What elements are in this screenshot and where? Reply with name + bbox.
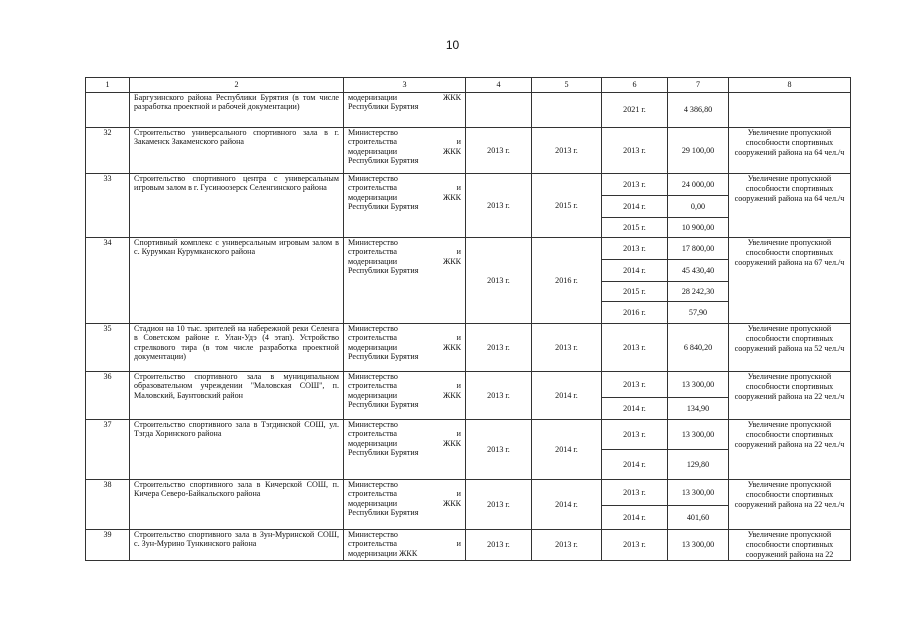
table-row [86,324,851,372]
table-row [86,372,851,398]
responsible-org [344,93,466,128]
funding-year: 2013 г. [602,530,668,561]
row-number: 36 [86,372,130,420]
funding-amount: 29 100,00 [668,128,729,174]
responsible-org-line: модернизации ЖКК [348,548,418,558]
funding-year: 2013 г. [602,324,668,372]
responsible-org-line: Министерство [348,480,398,489]
responsible-org-line: модернизации ЖКК [348,93,461,102]
project-name: Строительство спортивного зала в Кичерской СОШ, п. Кичера Северо-Байкальского района [130,480,344,530]
table-row [86,420,851,450]
funding-year: 2014 г. [602,196,668,218]
funding-amount: 13 300,00 [668,372,729,398]
responsible-org-line: строительства и [348,183,461,193]
responsible-org-line: модернизации ЖКК [348,146,461,156]
project-name: Стадион на 10 тыс. зрителей на набережной реки Селенга в Советском районе г. Улан-Удэ (4 этап). Устройство стрелкового тира (в том числе разработка проектной документации) [130,324,344,372]
start-year: 2013 г. [466,174,532,238]
funding-amount: 13 300,00 [668,420,729,450]
start-year: 2013 г. [466,128,532,174]
responsible-org [344,480,466,530]
responsible-org [344,128,466,174]
funding-year: 2013 г. [602,238,668,260]
header-cell: 8 [729,78,851,93]
project-name: Строительство универсального спортивного зала в г. Закаменск Закаменского района [130,128,344,174]
expected-result: Увеличение пропускной способности спортивных сооружений района на 64 чел./ч [729,174,851,238]
header-row [86,78,851,93]
responsible-org [344,324,466,372]
page-number: 10 [445,38,460,52]
funding-year: 2014 г. [602,398,668,420]
funding-year: 2014 г. [602,506,668,530]
responsible-org-line: строительства и [348,247,461,257]
header-cell: 2 [130,78,344,93]
funding-amount: 24 000,00 [668,174,729,196]
table-row [86,480,851,506]
funding-year: 2013 г. [602,128,668,174]
funding-amount: 401,60 [668,506,729,530]
header-cell: 1 [86,78,130,93]
end-year: 2015 г. [532,174,602,238]
start-year: 2013 г. [466,420,532,480]
row-number: 38 [86,480,130,530]
funding-amount: 6 840,20 [668,324,729,372]
expected-result: Увеличение пропускной способности спортивных сооружений района на 67 чел./ч [729,238,851,324]
responsible-org-line: модернизации ЖКК [348,390,461,400]
funding-amount: 45 430,40 [668,260,729,282]
responsible-org-line: Министерство [348,128,398,137]
funding-amount: 17 800,00 [668,238,729,260]
responsible-org [344,174,466,238]
expected-result [729,93,851,128]
row-number [86,93,130,128]
responsible-org-line: Республики Бурятия [348,448,419,458]
responsible-org-line: строительства и [348,539,461,549]
responsible-org-line: Министерство [348,324,398,333]
expected-result: Увеличение пропускной способности спортивных сооружений района на 52 чел./ч [729,324,851,372]
responsible-org-line: модернизации ЖКК [348,438,461,448]
row-number: 32 [86,128,130,174]
funding-year: 2013 г. [602,372,668,398]
funding-year: 2013 г. [602,420,668,450]
project-name: Спортивный комплекс с универсальным игровым залом в с. Курумкан Курумканского района [130,238,344,324]
responsible-org-line: Республики Бурятия [348,266,419,276]
expected-result: Увеличение пропускной способности спортивных сооружений района на 22 чел./ч [729,480,851,530]
funding-amount: 134,90 [668,398,729,420]
funding-year: 2014 г. [602,450,668,480]
responsible-org-line: строительства и [348,381,461,391]
responsible-org-line: модернизации ЖКК [348,192,461,202]
program-table [85,77,851,561]
responsible-org [344,420,466,480]
funding-amount: 10 900,00 [668,218,729,238]
row-number: 33 [86,174,130,238]
funding-amount: 0,00 [668,196,729,218]
funding-year: 2014 г. [602,260,668,282]
responsible-org-line: Министерство [348,174,398,183]
responsible-org-line: Республики Бурятия [348,202,419,212]
header-cell: 3 [344,78,466,93]
start-year: 2013 г. [466,238,532,324]
row-number: 37 [86,420,130,480]
project-name: Строительство спортивного зала в Тэгдинской СОШ, ул. Тэгда Хоринского района [130,420,344,480]
responsible-org-line: Республики Бурятия [348,508,419,518]
row-number: 35 [86,324,130,372]
responsible-org-line: модернизации ЖКК [348,342,461,352]
funding-amount: 13 300,00 [668,530,729,561]
project-name: Строительство спортивного зала в Зун-Муринской СОШ, с. Зун-Мурино Тункинского района [130,530,344,561]
responsible-org-line: Министерство [348,530,398,539]
end-year: 2014 г. [532,420,602,480]
project-name: Баргузинского района Республики Бурятия (в том числе разработка проектной и рабочей документации) [130,93,344,128]
header-cell: 5 [532,78,602,93]
funding-amount: 57,90 [668,302,729,324]
project-name: Строительство спортивного центра с универсальным игровым залом в г. Гусиноозерск Селенгинского района [130,174,344,238]
end-year: 2013 г. [532,324,602,372]
start-year: 2013 г. [466,324,532,372]
funding-amount: 4 386,80 [668,93,729,128]
expected-result: Увеличение пропускной способности спортивных сооружений района на 22 [729,530,851,561]
expected-result: Увеличение пропускной способности спортивных сооружений района на 22 чел./ч [729,372,851,420]
funding-year: 2016 г. [602,302,668,324]
project-name: Строительство спортивного зала в муниципальном образовательном учреждении "Маловская СОШ", п. Маловский, Баунтовский район [130,372,344,420]
funding-amount: 28 242,30 [668,282,729,302]
responsible-org-line: Министерство [348,372,398,381]
end-year: 2014 г. [532,480,602,530]
responsible-org-line: Республики Бурятия [348,400,419,410]
header-cell: 7 [668,78,729,93]
responsible-org-line: модернизации ЖКК [348,498,461,508]
responsible-org-line: Министерство [348,420,398,429]
table-row [86,128,851,174]
start-year: 2013 г. [466,480,532,530]
header-cell: 4 [466,78,532,93]
funding-amount: 129,80 [668,450,729,480]
table-row [86,174,851,196]
end-year: 2013 г. [532,128,602,174]
responsible-org-line: Республики Бурятия [348,352,419,362]
header-cell: 6 [602,78,668,93]
responsible-org [344,238,466,324]
table-row [86,530,851,561]
end-year: 2016 г. [532,238,602,324]
responsible-org-line: строительства и [348,429,461,439]
responsible-org-line: Республики Бурятия [348,102,419,112]
start-year: 2013 г. [466,530,532,561]
funding-year: 2021 г. [602,93,668,128]
funding-year: 2013 г. [602,174,668,196]
responsible-org-line: строительства и [348,333,461,343]
table-body [86,78,851,561]
start-year [466,93,532,128]
funding-amount: 13 300,00 [668,480,729,506]
funding-year: 2013 г. [602,480,668,506]
table-row [86,93,851,128]
expected-result: Увеличение пропускной способности спортивных сооружений района на 64 чел./ч [729,128,851,174]
responsible-org-line: строительства и [348,137,461,147]
end-year: 2014 г. [532,372,602,420]
expected-result: Увеличение пропускной способности спортивных сооружений района на 22 чел./ч [729,420,851,480]
end-year [532,93,602,128]
row-number: 34 [86,238,130,324]
table-row [86,238,851,260]
responsible-org-line: модернизации ЖКК [348,256,461,266]
responsible-org-line: строительства и [348,489,461,499]
row-number: 39 [86,530,130,561]
funding-year: 2015 г. [602,218,668,238]
funding-year: 2015 г. [602,282,668,302]
responsible-org [344,530,466,561]
responsible-org-line: Республики Бурятия [348,156,419,166]
responsible-org [344,372,466,420]
responsible-org-line: Министерство [348,238,398,247]
start-year: 2013 г. [466,372,532,420]
end-year: 2013 г. [532,530,602,561]
